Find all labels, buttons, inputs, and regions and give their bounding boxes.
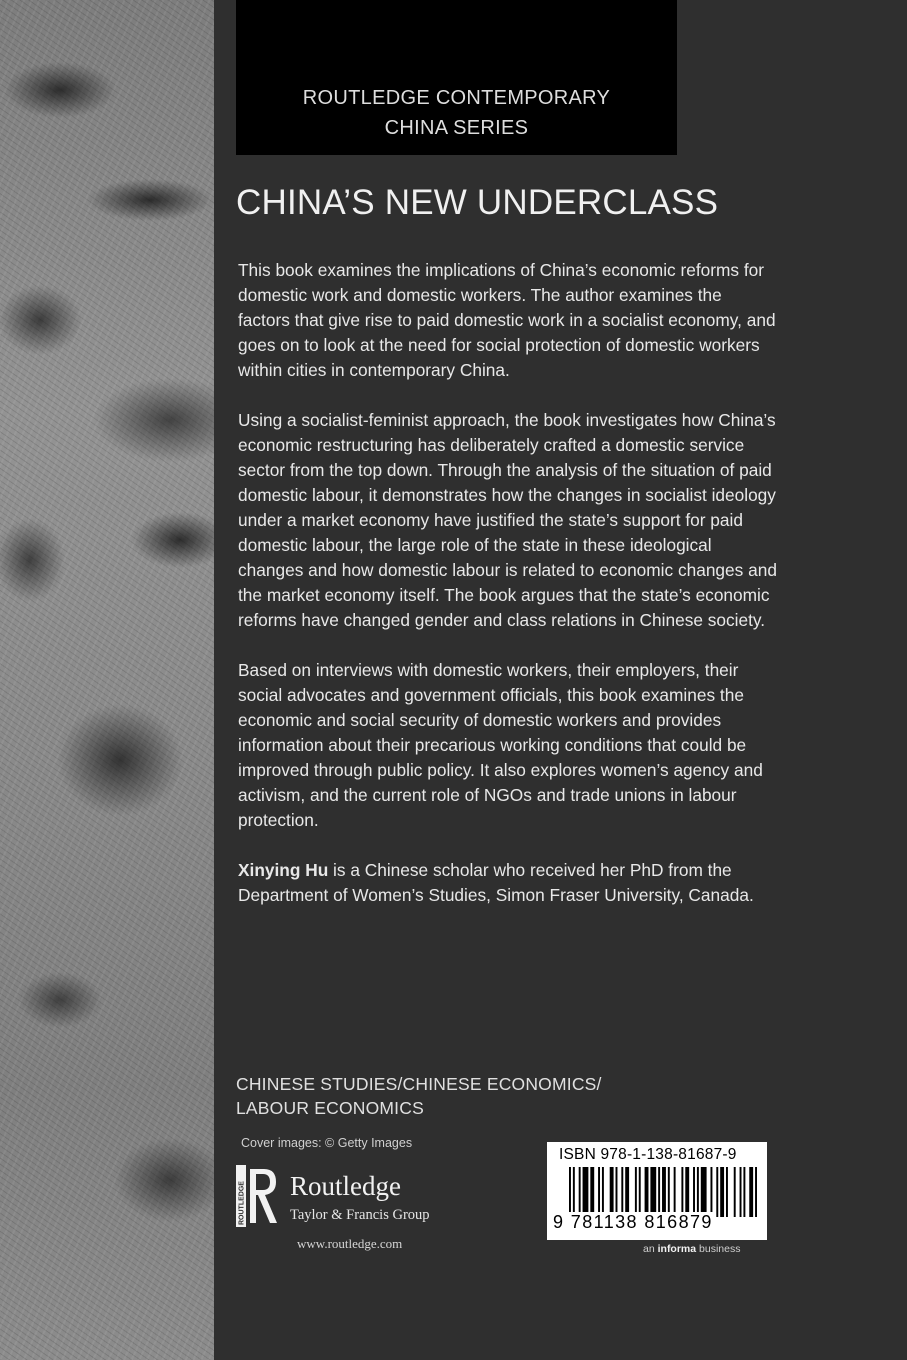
barcode-bar [697,1167,699,1217]
barcode-bar [625,1167,629,1217]
barcode-bar [734,1167,736,1217]
isbn-label: ISBN 978-1-138-81687-9 [559,1146,737,1163]
blurb-paragraph: Based on interviews with domestic workers, their employers, their social advocates and government officials, this book examines the economic and social security of domestic workers and provides information about their precarious working conditions that could be improved through public policy. It also explores women’s agency and activism, and the current role of NGOs and trade unions in labour protection. [238,660,763,830]
informa-business-note [643,1243,740,1255]
barcode-bar [701,1167,707,1217]
barcode-bar [720,1167,724,1217]
series-name-line1: ROUTLEDGE CONTEMPORARY [302,87,611,109]
barcode-bar [710,1167,712,1217]
series-name-line2: CHINA SERIES [384,117,529,139]
subject-categories [236,1072,602,1120]
book-title: CHINA’S NEW UNDERCLASS [236,183,719,222]
cover-credit: Cover images: © Getty Images [241,1136,413,1150]
logo-vertical-text: ROUTLEDGE [238,1181,246,1225]
barcode-bar [681,1167,683,1217]
barcode-bar [645,1167,649,1217]
routledge-logo-icon [236,1165,278,1227]
author-name: Xinying Hu [238,860,329,880]
barcode-bar [716,1167,718,1217]
author-bio-text: is a Chinese scholar who received her PhD from the Department of Women’s Studies, Simon Fraser University, Canada. [238,860,754,905]
barcode-bar [743,1167,745,1217]
barcode-bar [658,1167,660,1217]
barcode-bar [740,1167,742,1217]
barcode-digits: 9 781138 816879 [553,1212,713,1232]
barcode-bar [598,1167,600,1217]
barcode-bars [569,1167,757,1217]
isbn-barcode [547,1142,767,1240]
blurb-paragraph: This book examines the implications of China’s economic reforms for domestic work and domestic workers. The author examines the factors that give rise to paid domestic work in a socialist economy, and goes on to look at the need for social protection of domestic workers within cities in contemporary China. [238,260,776,380]
series-banner [236,0,677,155]
barcode-bar [662,1167,666,1217]
barcode-bar [674,1167,676,1217]
informa-suffix: business [696,1243,741,1255]
informa-brand: informa [657,1243,697,1255]
barcode-bar [621,1167,623,1217]
barcode-bar [650,1167,656,1217]
barcode-bar [579,1167,581,1217]
publisher-name: Routledge [290,1171,401,1201]
barcode-bar [616,1167,618,1217]
barcode-bar [602,1167,604,1217]
barcode-bar [583,1167,589,1217]
barcode-bar [635,1167,637,1217]
barcode-bar [573,1167,575,1217]
barcode-bar [755,1167,757,1217]
blurb [238,258,778,933]
blurb-paragraph: Using a socialist-feminist approach, the book investigates how China’s economic restructuring has deliberately crafted a domestic service sector from the top down. Through the analysis of the situation of paid domestic labour, it demonstrates how the changes in socialist ideology under a market economy have justified the state’s support for paid domestic labour, the large role of the state in these ideological changes and how domestic labour is related to economic changes and the market economy itself. The book argues that the state’s economic reforms have changed gender and class relations in Chinese society. [238,410,777,630]
barcode-bar [693,1167,695,1217]
barcode-bar [569,1167,571,1217]
informa-prefix: an [643,1243,658,1255]
barcode-bar [590,1167,594,1217]
subject-line: LABOUR ECONOMICS [236,1098,424,1118]
barcode-bar [610,1167,614,1217]
publisher-tagline: Taylor & Francis Group [290,1207,430,1223]
barcode-bar [639,1167,641,1217]
barcode-bar [668,1167,670,1217]
barcode-bar [685,1167,689,1217]
subject-line: CHINESE STUDIES/CHINESE ECONOMICS/ [236,1074,602,1094]
barcode-bar [726,1167,728,1217]
author-bio [238,858,778,908]
publisher-website: www.routledge.com [297,1236,403,1251]
publisher-logo [236,1165,476,1235]
cover-texture-strip [0,0,214,1360]
barcode-bar [749,1167,753,1217]
